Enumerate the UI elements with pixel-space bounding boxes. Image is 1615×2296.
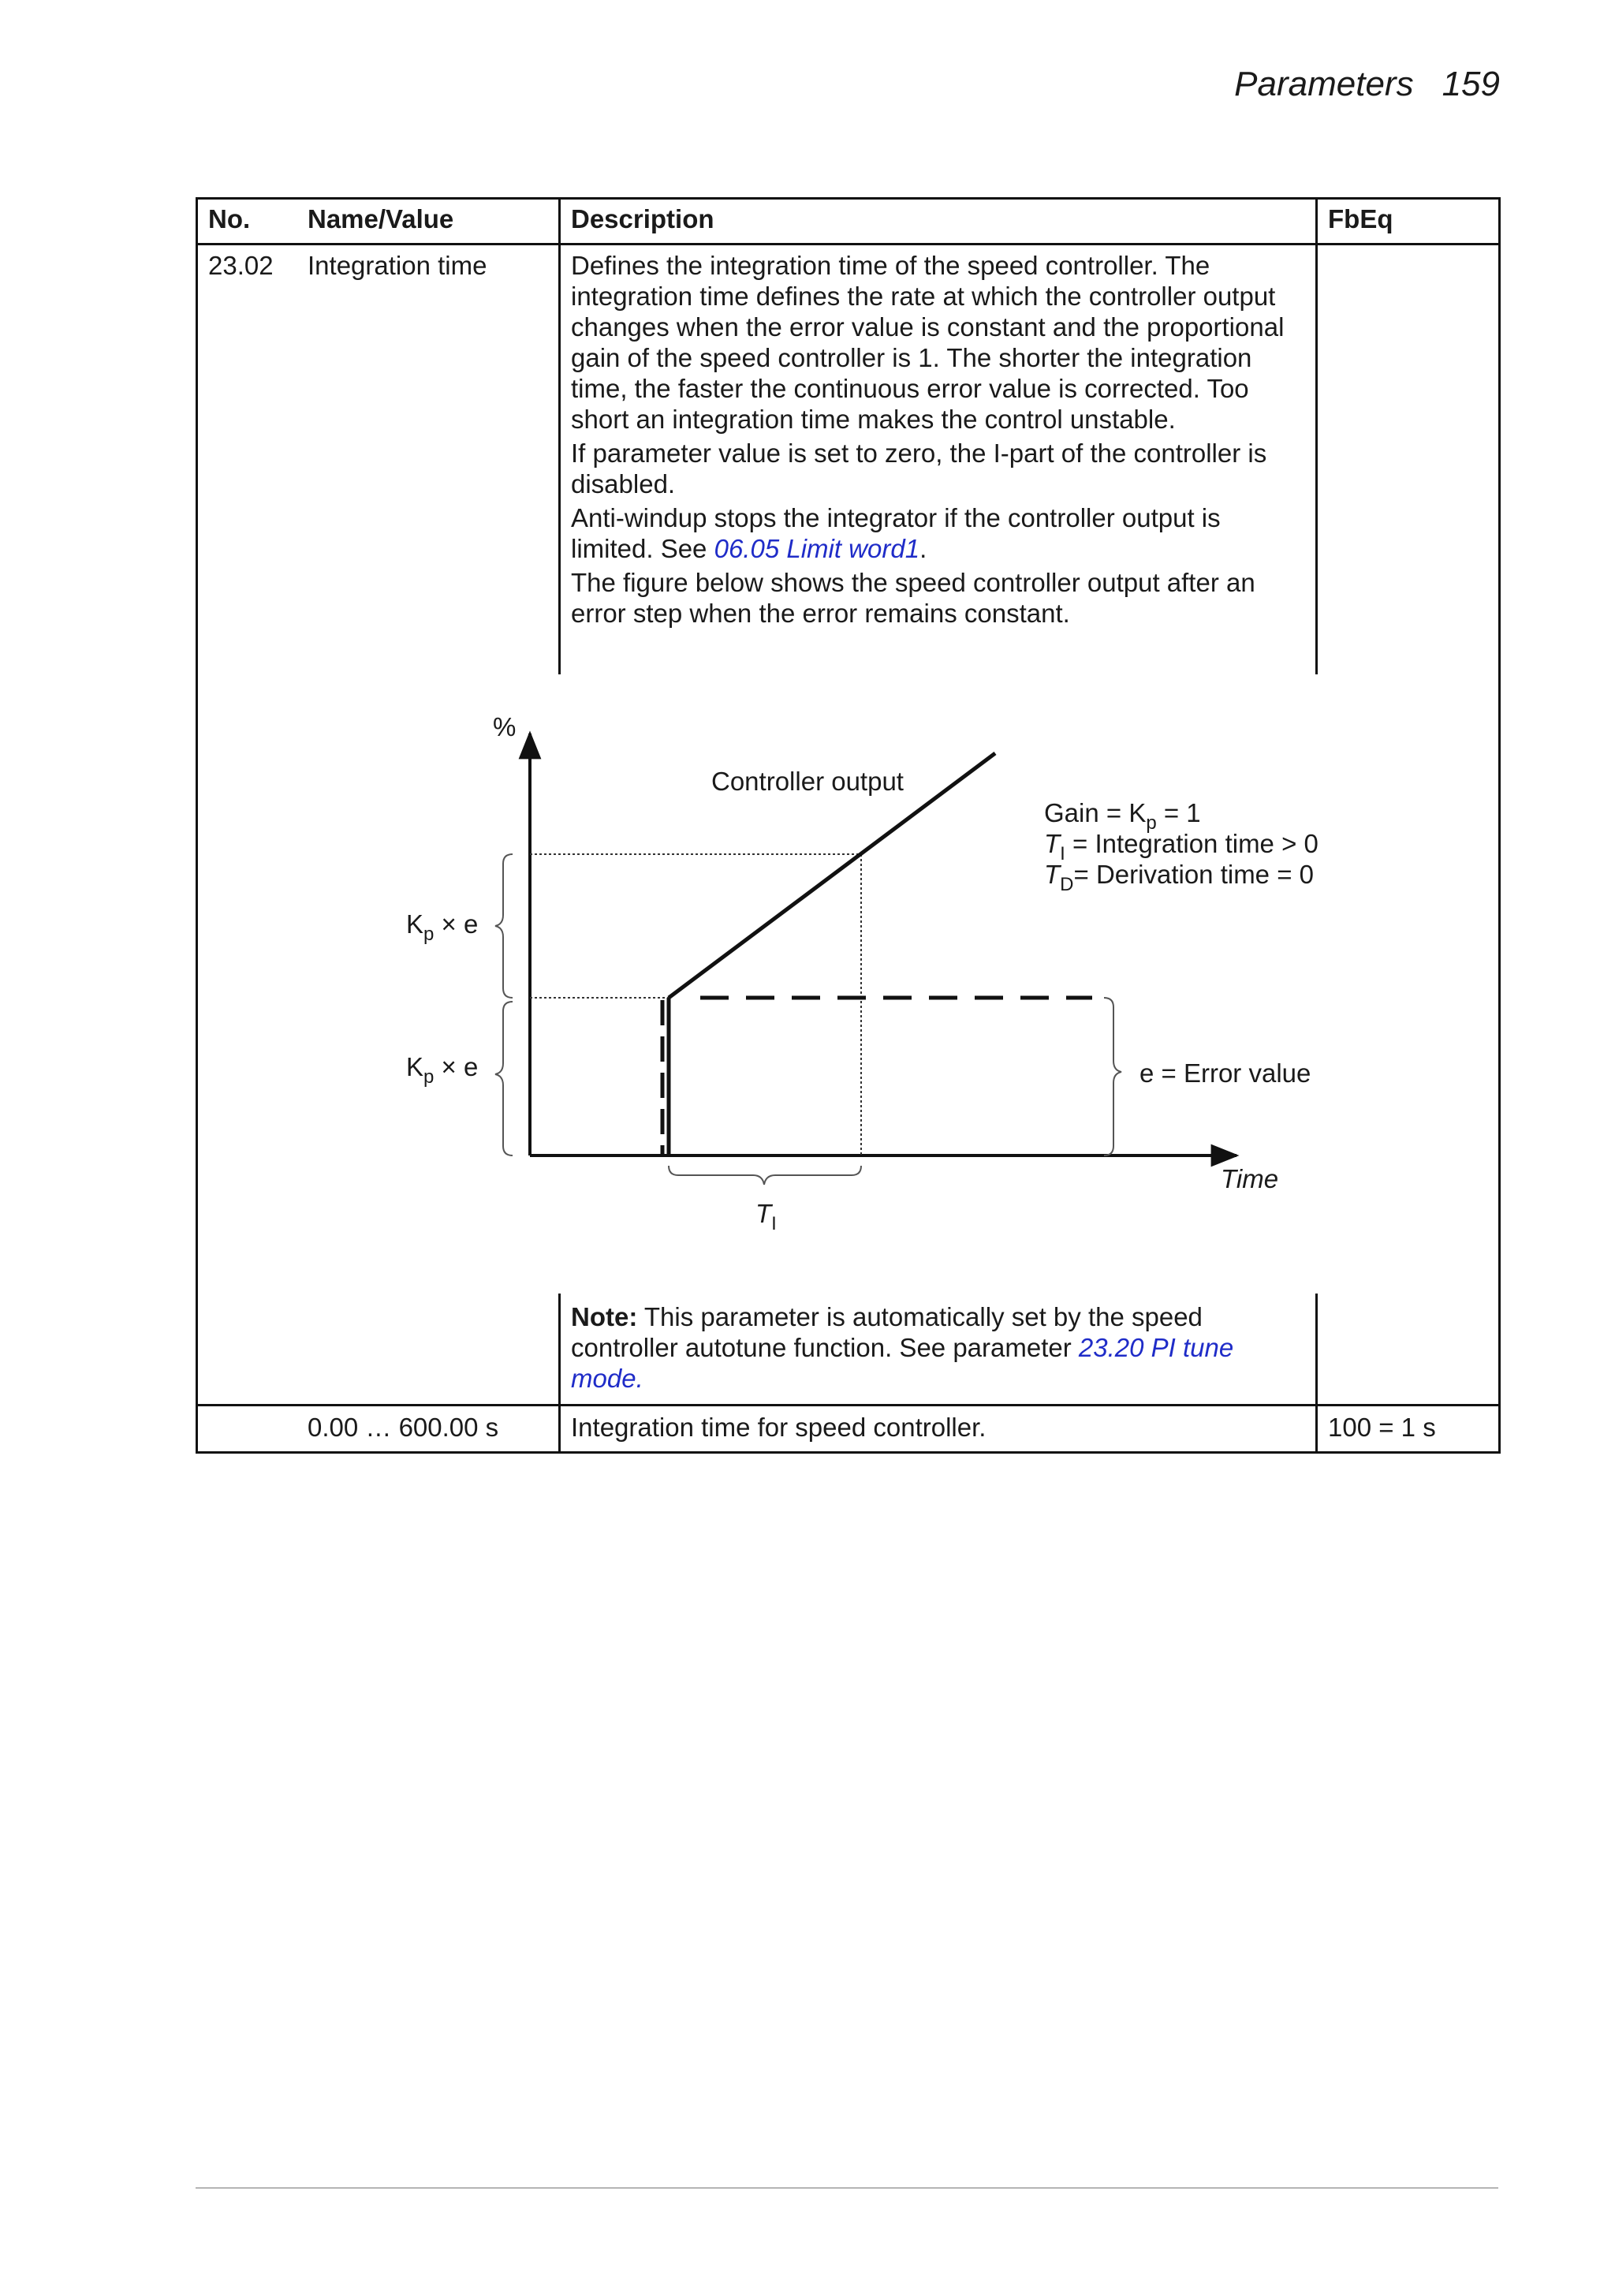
footer-rule: [196, 2187, 1498, 2189]
param-name: Integration time: [308, 251, 487, 280]
y-axis-label: %: [493, 712, 517, 741]
error-value-brace: [1104, 998, 1121, 1155]
description-paragraph: The figure below shows the speed controller output after an error step when the error remains constant.: [571, 568, 1255, 628]
description-text: .: [919, 534, 927, 563]
x-axis-label: Time: [1221, 1164, 1279, 1193]
controller-output-label: Controller output: [711, 767, 904, 796]
link-limit-word1[interactable]: 06.05 Limit word1: [714, 534, 920, 563]
note-suffix: .: [636, 1364, 643, 1393]
integration-time-label: $T_I$ = Integration time > 0: [1044, 829, 1318, 864]
kpe-label-upper: $K_p \times e$: [406, 909, 479, 945]
page-number: 159: [1442, 65, 1500, 103]
header-name-value: Name/Value: [308, 204, 454, 233]
kpe-brace-upper: [495, 854, 513, 998]
description-paragraph: If parameter value is set to zero, the I-part of the controller is disabled.: [571, 439, 1267, 498]
gain-label: Gain = $K_p = 1$: [1044, 798, 1201, 834]
header-fbeq: FbEq: [1328, 204, 1393, 233]
note-text: This parameter is automatically set by the speed controller autotune function. See parameter: [571, 1302, 1203, 1362]
kpe-label-lower: $K_p \times e$: [406, 1052, 479, 1088]
section-title: Parameters: [1234, 65, 1414, 103]
description-paragraph: Defines the integration time of the speed controller. The integration time defines the rate at which the controller output changes when the error value is constant and the proportional gain of the speed controller is 1. The shorter the integration time, the faster the continuous error value is corrected. Too short an integration time makes the control unstable.: [571, 251, 1285, 434]
value-range: 0.00 … 600.00 s: [308, 1413, 499, 1442]
description-text: Anti-windup stops the integrator if the controller output is limited. See: [571, 503, 1221, 563]
note-label: Note:: [571, 1302, 638, 1331]
link-pi-tune-mode[interactable]: 23.20 PI tune mode: [571, 1333, 1234, 1393]
ti-brace-label: $T_I$: [755, 1199, 777, 1234]
value-description: Integration time for speed controller.: [571, 1413, 987, 1442]
header-no: No.: [208, 204, 251, 233]
error-value-label: e = Error value: [1139, 1058, 1311, 1088]
ti-brace: [669, 1166, 861, 1185]
param-number: 23.02: [208, 251, 274, 280]
header-description: Description: [571, 204, 714, 233]
value-fbeq: 100 = 1 s: [1328, 1413, 1436, 1442]
guide-lines: [530, 854, 861, 1155]
kpe-brace-lower: [495, 1002, 513, 1155]
derivation-time-label: $T_D=$ Derivation time = 0: [1044, 860, 1314, 895]
